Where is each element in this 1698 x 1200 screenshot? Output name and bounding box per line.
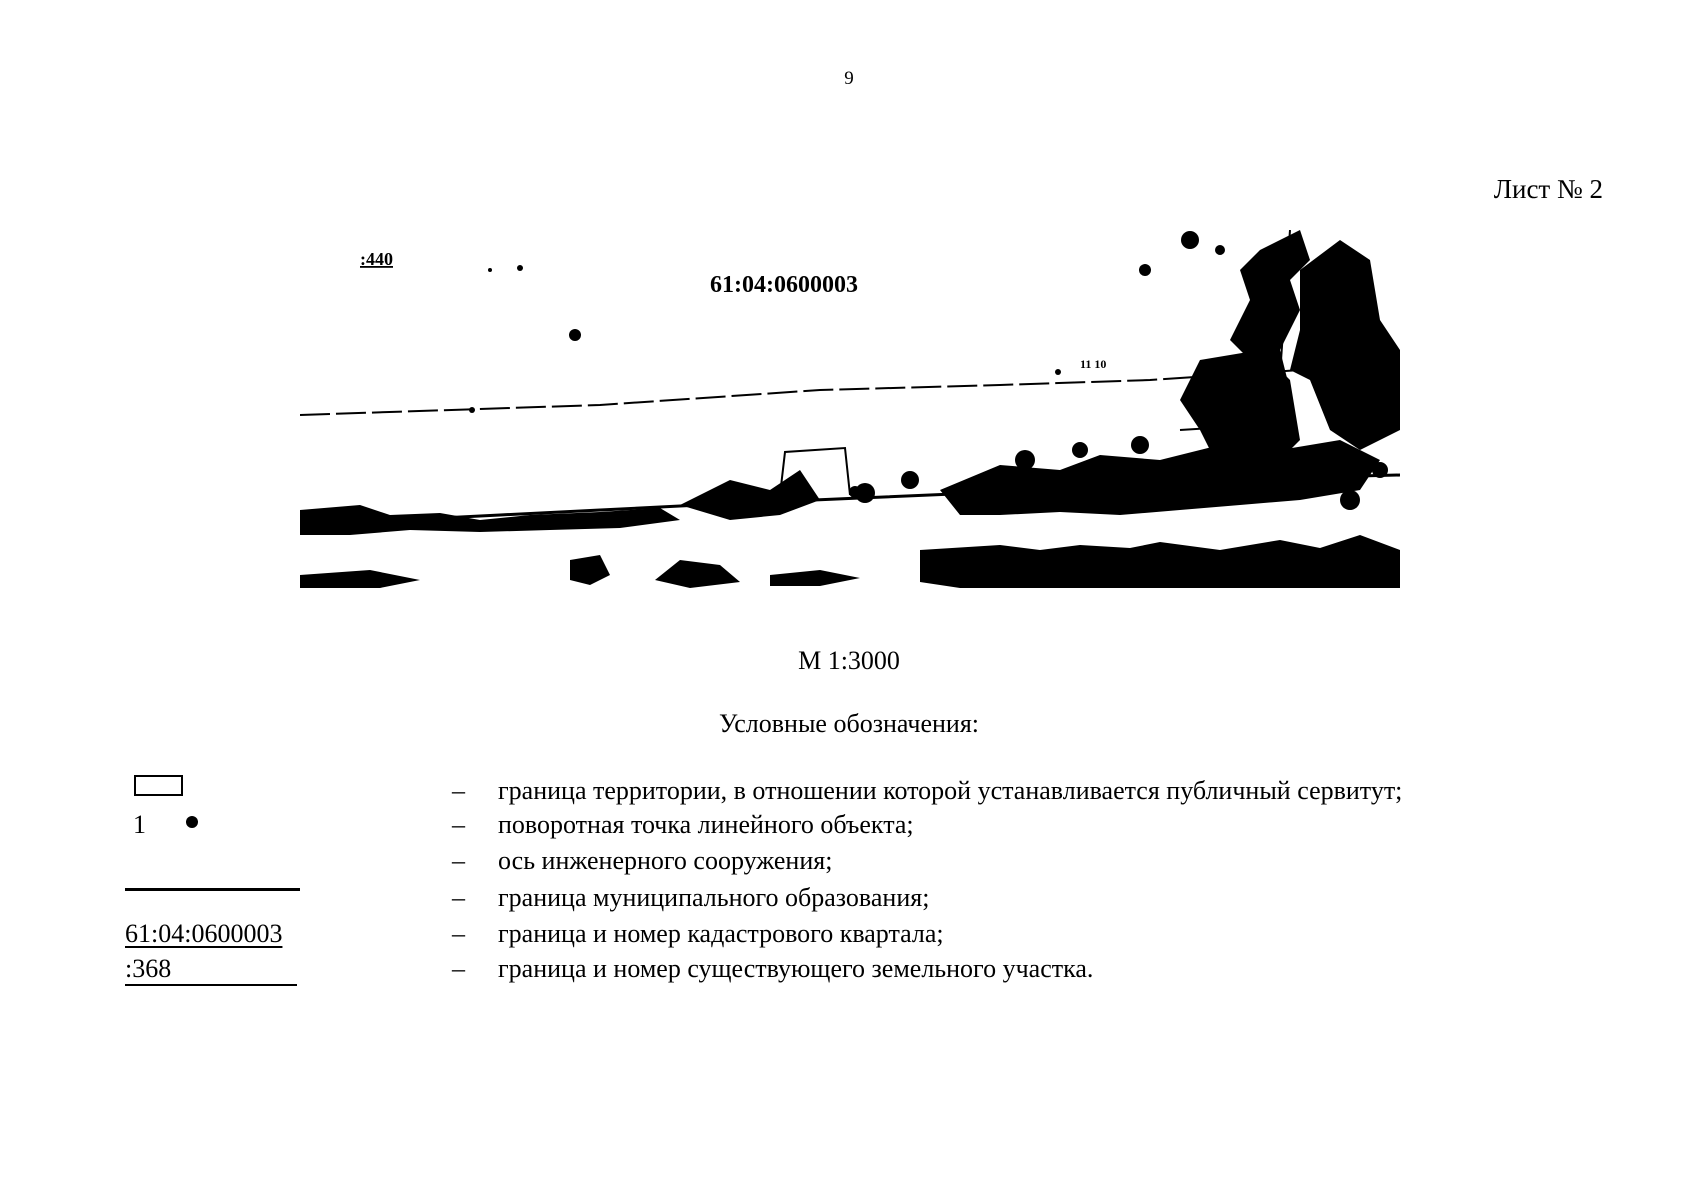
legend-parcel-number: :368	[125, 954, 172, 983]
map-image	[300, 230, 1400, 640]
map-points	[469, 265, 1061, 498]
legend-item-desc: ось инженерного сооружения;	[498, 846, 833, 875]
legend-quarter-number: 61:04:0600003	[125, 919, 283, 948]
legend-dash: –	[452, 810, 465, 839]
point-marker-icon	[186, 816, 198, 828]
map-label-point: 11 10	[1080, 357, 1107, 371]
legend-symbol-parcel-line	[125, 984, 297, 986]
page-number: 9	[844, 68, 854, 89]
map-scale: М 1:3000	[798, 646, 900, 675]
legend-dash: –	[452, 954, 465, 983]
legend-item-desc: граница и номер кадастрового квартала;	[498, 919, 944, 948]
legend-point-number: 1	[133, 810, 146, 839]
legend-dash: –	[452, 919, 465, 948]
legend-dash: –	[452, 883, 465, 912]
legend-symbol-boundary-rect	[134, 775, 183, 796]
legend-title: Условные обозначения:	[718, 709, 980, 738]
legend-item-desc: поворотная точка линейного объекта;	[498, 810, 914, 839]
legend-item-desc: граница территории, в отношении которой устанавливается публичный сервитут;	[498, 776, 1403, 805]
legend-item-desc: граница муниципального образования;	[498, 883, 930, 912]
legend-dash: –	[452, 776, 465, 805]
map-label-quarter: 61:04:0600003	[710, 272, 858, 298]
map-label-parcel: :440	[360, 249, 393, 269]
legend-item-desc: граница и номер существующего земельного участка.	[498, 954, 1094, 983]
legend-dash: –	[452, 846, 465, 875]
legend-symbol-solid-line	[125, 888, 300, 891]
sheet-label: Лист № 2	[1493, 174, 1603, 204]
